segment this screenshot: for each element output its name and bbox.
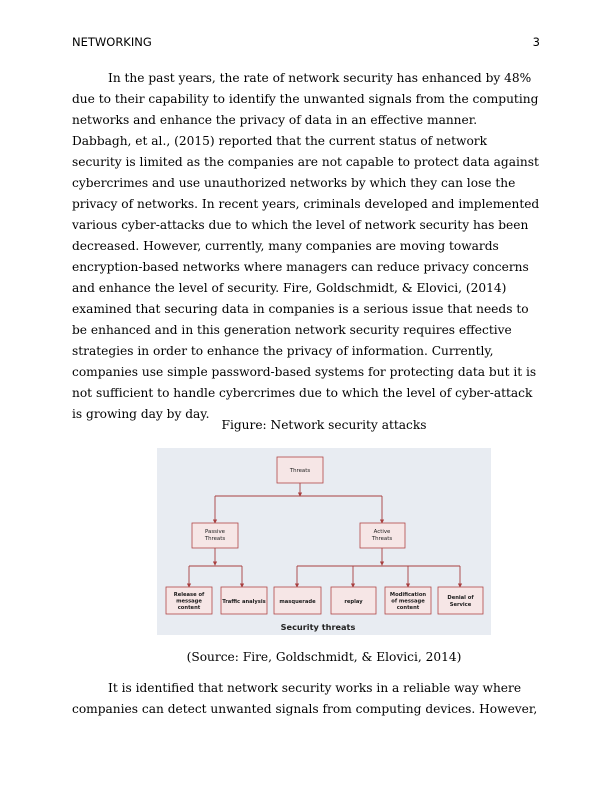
label-modification-line2: of message (391, 598, 425, 605)
label-modification-line3: content (396, 605, 420, 611)
label-release-line3: content (177, 605, 201, 611)
figure-caption: Figure: Network security attacks (221, 418, 427, 432)
running-head: NETWORKING (72, 35, 152, 49)
body-paragraph-2: It is identified that network security works in a reliable way where companies can detect unwanted signals from computing devices. However, (72, 681, 538, 716)
label-replay: replay (344, 599, 363, 605)
label-passive-line2: Threats (204, 536, 226, 542)
page-header (72, 35, 540, 49)
security-threats-diagram (157, 448, 491, 635)
label-dos-line1: Denial of (447, 595, 474, 601)
label-active-line1: Active (373, 529, 391, 535)
label-dos-line2: Service (449, 602, 472, 608)
body-paragraph-1: In the past years, the rate of network security has enhanced by 48% due to their capability to identify the unwanted signals from the computing networks and enhance the privacy of data in an effective manner. Dabbagh, et al., (2015) reported that the current status of network security is limited as the companies are not capable to protect data against cybercrimes and use unauthorized networks by which they can lose the privacy of networks. In recent years, criminals developed and implemented various cyber-attacks due to which the level of network security has been decreased. However, currently, many companies are moving towards encryption-based networks where managers can reduce privacy concerns and enhance the level of security. Fire, Goldschmidt, & Elovici, (2014) examined that securing data in companies is a serious issue that needs to be enhanced and in this generation network security requires effective strategies in order to enhance the privacy of information. Currently, companies use simple password-based systems for protecting data but it is not sufficient to handle cybercrimes due to which the level of cyber-attack is growing day by day. (72, 71, 540, 421)
label-modification-line1: Modification (389, 592, 427, 598)
label-threats: Threats (289, 468, 311, 474)
label-masquerade: masquerade (279, 599, 316, 605)
figure-source: (Source: Fire, Goldschmidt, & Elovici, 2014) (186, 650, 462, 664)
page-number: 3 (532, 35, 540, 49)
label-traffic-analysis: Traffic analysis (222, 599, 266, 605)
diagram-title: Security threats (280, 622, 356, 632)
label-passive-line1: Passive (205, 529, 225, 535)
label-release-line2: message (176, 598, 202, 605)
label-active-line2: Threats (371, 536, 393, 542)
label-release-line1: Release of (173, 592, 205, 598)
